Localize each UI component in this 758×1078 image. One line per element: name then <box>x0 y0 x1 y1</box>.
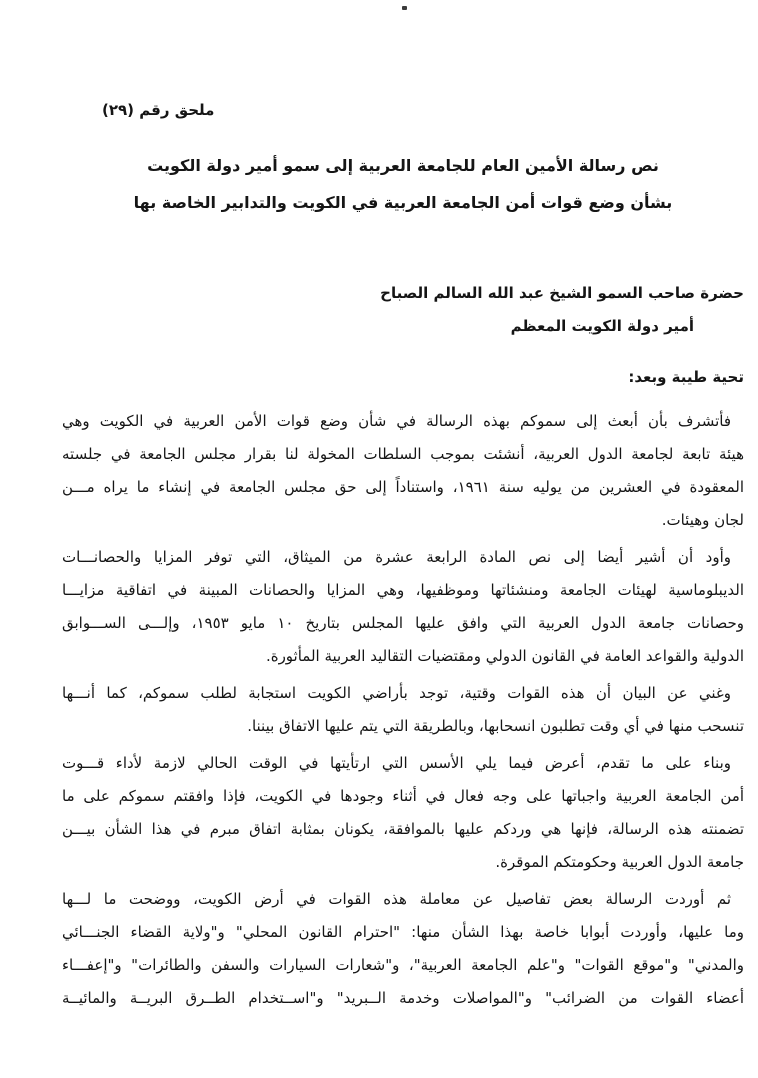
text-line: جامعة الدول العربية وحكومتكم الموقرة. <box>495 853 744 871</box>
text-line: هيئة تابعة لجامعة الدول العربية، أنشئت بموجب السلطات المخولة لنا بقرار مجلس الجامعة في جلسته <box>62 445 744 463</box>
paragraph-3 <box>62 677 744 743</box>
text-line: تنسحب منها في أي وقت تطلبون انسحابها، وبالطريقة التي يتم عليها الاتفاق بيننا. <box>247 717 744 735</box>
document-title <box>62 147 744 221</box>
addressee-block <box>62 277 744 343</box>
scan-artifact-dot <box>402 6 407 10</box>
paragraph-2 <box>62 541 744 673</box>
text-line: ثم أوردت الرسالة بعض تفاصيل عن معاملة هذه القوات في أرض الكويت، ووضحت ما لـــها <box>62 890 731 908</box>
paragraph-5 <box>62 883 744 1015</box>
title-line-1: نص رسالة الأمين العام للجامعة العربية إلى سمو أمير دولة الكويت <box>147 156 659 175</box>
paragraph-4 <box>62 747 744 879</box>
text-line: الدولية والقواعد العامة في القانون الدولي ومقتضيات التقاليد العربية المأثورة. <box>265 647 744 665</box>
text-line: فأتشرف بأن أبعث إلى سموكم بهذه الرسالة في شأن وضع قوات الأمن العربية في الكويت وهي <box>62 412 731 430</box>
text-line: وبناء على ما تقدم، أعرض فيما يلي الأسس التي ارتأيتها في الوقت الحالي لازمة لأداء قـــوت <box>62 754 731 772</box>
text-line: الديبلوماسية لهيئات الجامعة ومنشئاتها وموظفيها، وهي المزايا والحصانات المبينة في اتفاقية مزايـــا <box>62 581 744 599</box>
text-line: والمدني" و"موقع القوات" و"علم الجامعة العربية"، و"شعارات السيارات والسفن والطائرات" و"إعفـــاء <box>62 956 744 974</box>
letter-body <box>62 405 744 1015</box>
text-line: لجان وهيئات. <box>661 511 744 529</box>
addressee-name: حضرة صاحب السمو الشيخ عبد الله السالم الصباح <box>380 284 744 302</box>
salutation: تحية طيبة وبعد: <box>628 368 744 386</box>
addressee-title: أمير دولة الكويت المعظم <box>510 317 694 335</box>
paragraph-1 <box>62 405 744 537</box>
text-line: وأود أن أشير أيضا إلى نص المادة الرابعة عشرة من الميثاق، التي توفر المزايا والحصانـــات <box>62 548 731 566</box>
text-line: أعضاء القوات من الضرائب" و"المواصلات وخدمة الــبريد" و"اســتخدام الطــرق البريــة والمائيــة <box>62 989 744 1007</box>
text-line: وما عليها، وأوردت أبوابا خاصة بهذا الشأن منها: "احترام القانون المحلي" و"ولاية القضاء الجنـــائي <box>62 923 744 941</box>
text-line: المعقودة في العشرين من يوليه سنة ١٩٦١، واستناداً إلى حق مجلس الجامعة في إنشاء ما يراه مـــن <box>62 478 745 496</box>
text-line: وحصانات جامعة الدول العربية التي وافق عليها المجلس بتاريخ ١٠ مايو ١٩٥٣، وإلـــى الســـوابق <box>62 614 744 632</box>
text-line: تضمنته هذه الرسالة، فإنها هي وردكم عليها بالموافقة، يكونان بمثابة اتفاق مبرم في هذا الشأن بيـــن <box>62 820 744 838</box>
appendix-number-label: ملحق رقم (٢٩) <box>102 101 215 119</box>
text-line: أمن الجامعة العربية واجباتها على وجه فعال في أثناء وجودها في الكويت، فإذا وافقتم سموكم على ما <box>62 787 744 805</box>
title-line-2: بشأن وضع قوات أمن الجامعة العربية في الكويت والتدابير الخاصة بها <box>133 193 673 212</box>
text-line: وغني عن البيان أن هذه القوات وقتية، توجد بأراضي الكويت استجابة لطلب سموكم، كما أنـــها <box>62 684 731 702</box>
